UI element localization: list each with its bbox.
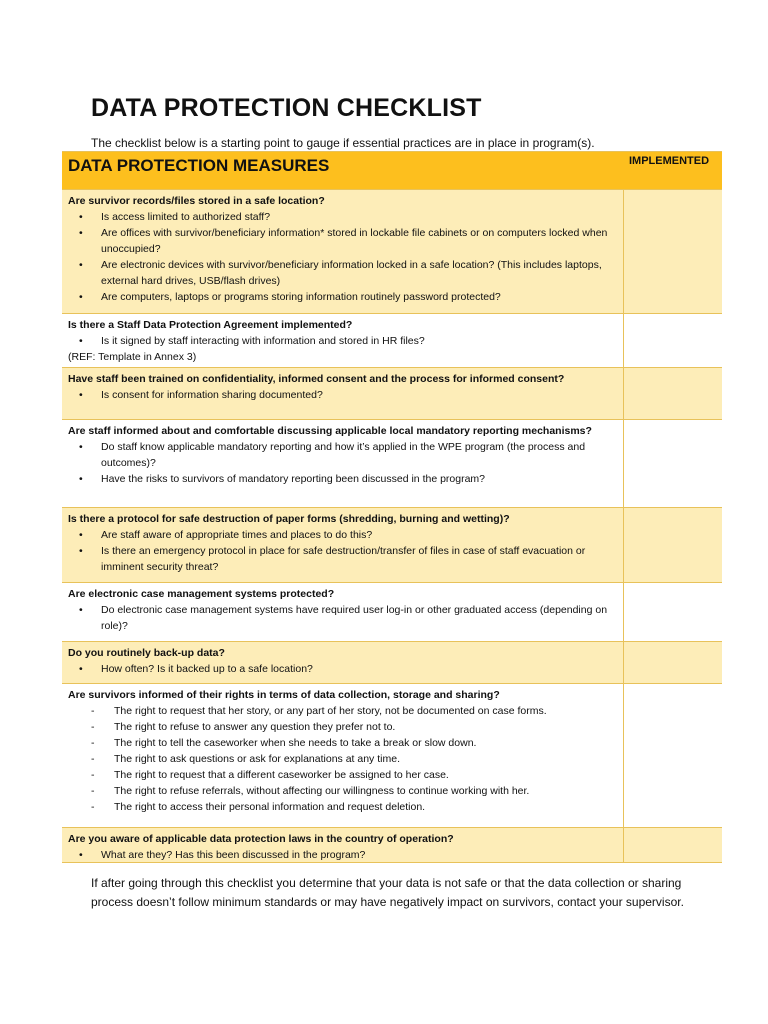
question-items (68, 333, 617, 349)
list-item: • Do electronic case management systems have required user log-in or other graduated access (depending on role)? (68, 602, 617, 634)
question-text: Have staff been trained on confidentiality, informed consent and the process for informed consent? (68, 373, 565, 385)
table-row (62, 368, 722, 420)
checklist-table (62, 151, 722, 863)
list-item: • Do staff know applicable mandatory reporting and how it’s applied in the WPE program (the process and outcomes)? (68, 439, 617, 471)
footer-note: If after going through this checklist you determine that your data is not safe or that the data collection or sharing process doesn’t follow minimum standards or may have negatively impact on survivors, contact your supervisor. (91, 876, 684, 909)
implemented-cell[interactable] (623, 190, 722, 313)
implemented-header: IMPLEMENTED (623, 152, 722, 189)
list-item: • Are electronic devices with survivor/beneficiary information locked in a safe location? (This includes laptops, external hard drives, USB/flash drives) (68, 257, 617, 289)
question-text: Are you aware of applicable data protection laws in the country of operation? (68, 833, 454, 845)
table-row (62, 190, 722, 314)
question-items (68, 209, 617, 305)
list-item: • Is there an emergency protocol in place for safe destruction/transfer of files in case of staff evacuation or imminent security threat? (68, 543, 617, 575)
measure-cell (62, 583, 623, 641)
table-row (62, 828, 722, 863)
list-item: • What are they? Has this been discussed in the program? (68, 847, 617, 863)
question-items (68, 602, 617, 634)
table-row (62, 314, 722, 368)
question-items (68, 661, 617, 677)
measure-cell (62, 190, 623, 313)
list-item: - The right to refuse referrals, without affecting our willingness to continue working with her. (68, 783, 617, 799)
implemented-cell[interactable] (623, 684, 722, 827)
list-item: • How often? Is it backed up to a safe location? (68, 661, 617, 677)
list-item: - The right to ask questions or ask for explanations at any time. (68, 751, 617, 767)
list-item: • Is access limited to authorized staff? (68, 209, 617, 225)
measure-cell (62, 684, 623, 827)
question-text: Is there a Staff Data Protection Agreement implemented? (68, 319, 353, 331)
page-title: DATA PROTECTION CHECKLIST (91, 94, 482, 122)
question-text: Are survivor records/files stored in a safe location? (68, 195, 325, 207)
implemented-cell[interactable] (623, 314, 722, 367)
list-item: • Are computers, laptops or programs storing information routinely password protected? (68, 289, 617, 305)
question-items (68, 847, 617, 863)
implemented-cell[interactable] (623, 508, 722, 582)
implemented-cell[interactable] (623, 583, 722, 641)
list-item: - The right to request that her story, or any part of her story, not be documented on case forms. (68, 703, 617, 719)
implemented-cell[interactable] (623, 828, 722, 862)
question-items (68, 387, 617, 403)
list-item: • Are staff aware of appropriate times and places to do this? (68, 527, 617, 543)
list-item: • Is consent for information sharing documented? (68, 387, 617, 403)
measure-cell (62, 420, 623, 507)
list-item: - The right to tell the caseworker when she needs to take a break or slow down. (68, 735, 617, 751)
implemented-cell[interactable] (623, 368, 722, 419)
question-text: Is there a protocol for safe destruction of paper forms (shredding, burning and wetting)? (68, 513, 510, 525)
table-row (62, 684, 722, 828)
measure-cell (62, 508, 623, 582)
measures-header: DATA PROTECTION MEASURES (62, 152, 623, 189)
question-text: Are survivors informed of their rights in terms of data collection, storage and sharing? (68, 689, 500, 701)
question-text: Do you routinely back-up data? (68, 647, 225, 659)
list-item: • Have the risks to survivors of mandatory reporting been discussed in the program? (68, 471, 617, 487)
list-item: - The right to request that a different caseworker be assigned to her case. (68, 767, 617, 783)
question-items (68, 439, 617, 487)
question-text: Are staff informed about and comfortable discussing applicable local mandatory reporting mechanisms? (68, 425, 592, 437)
implemented-cell[interactable] (623, 642, 722, 683)
measure-cell (62, 368, 623, 419)
table-row (62, 642, 722, 684)
list-item: - The right to access their personal information and request deletion. (68, 799, 617, 815)
question-items (68, 527, 617, 575)
question-text: Are electronic case management systems protected? (68, 588, 335, 600)
list-item: • Are offices with survivor/beneficiary information* stored in lockable file cabinets or on computers locked when unoccupied? (68, 225, 617, 257)
measure-cell (62, 314, 623, 367)
reference-note: (REF: Template in Annex 3) (68, 351, 197, 363)
rights-list (68, 703, 617, 815)
list-item: - The right to refuse to answer any question they prefer not to. (68, 719, 617, 735)
list-item: • Is it signed by staff interacting with information and stored in HR files? (68, 333, 617, 349)
implemented-cell[interactable] (623, 420, 722, 507)
measure-cell (62, 828, 623, 862)
intro-text: The checklist below is a starting point to gauge if essential practices are in place in program(s). (91, 136, 595, 150)
table-row (62, 583, 722, 642)
measure-cell (62, 642, 623, 683)
table-row (62, 508, 722, 583)
table-row (62, 420, 722, 508)
table-header-row (62, 152, 722, 190)
